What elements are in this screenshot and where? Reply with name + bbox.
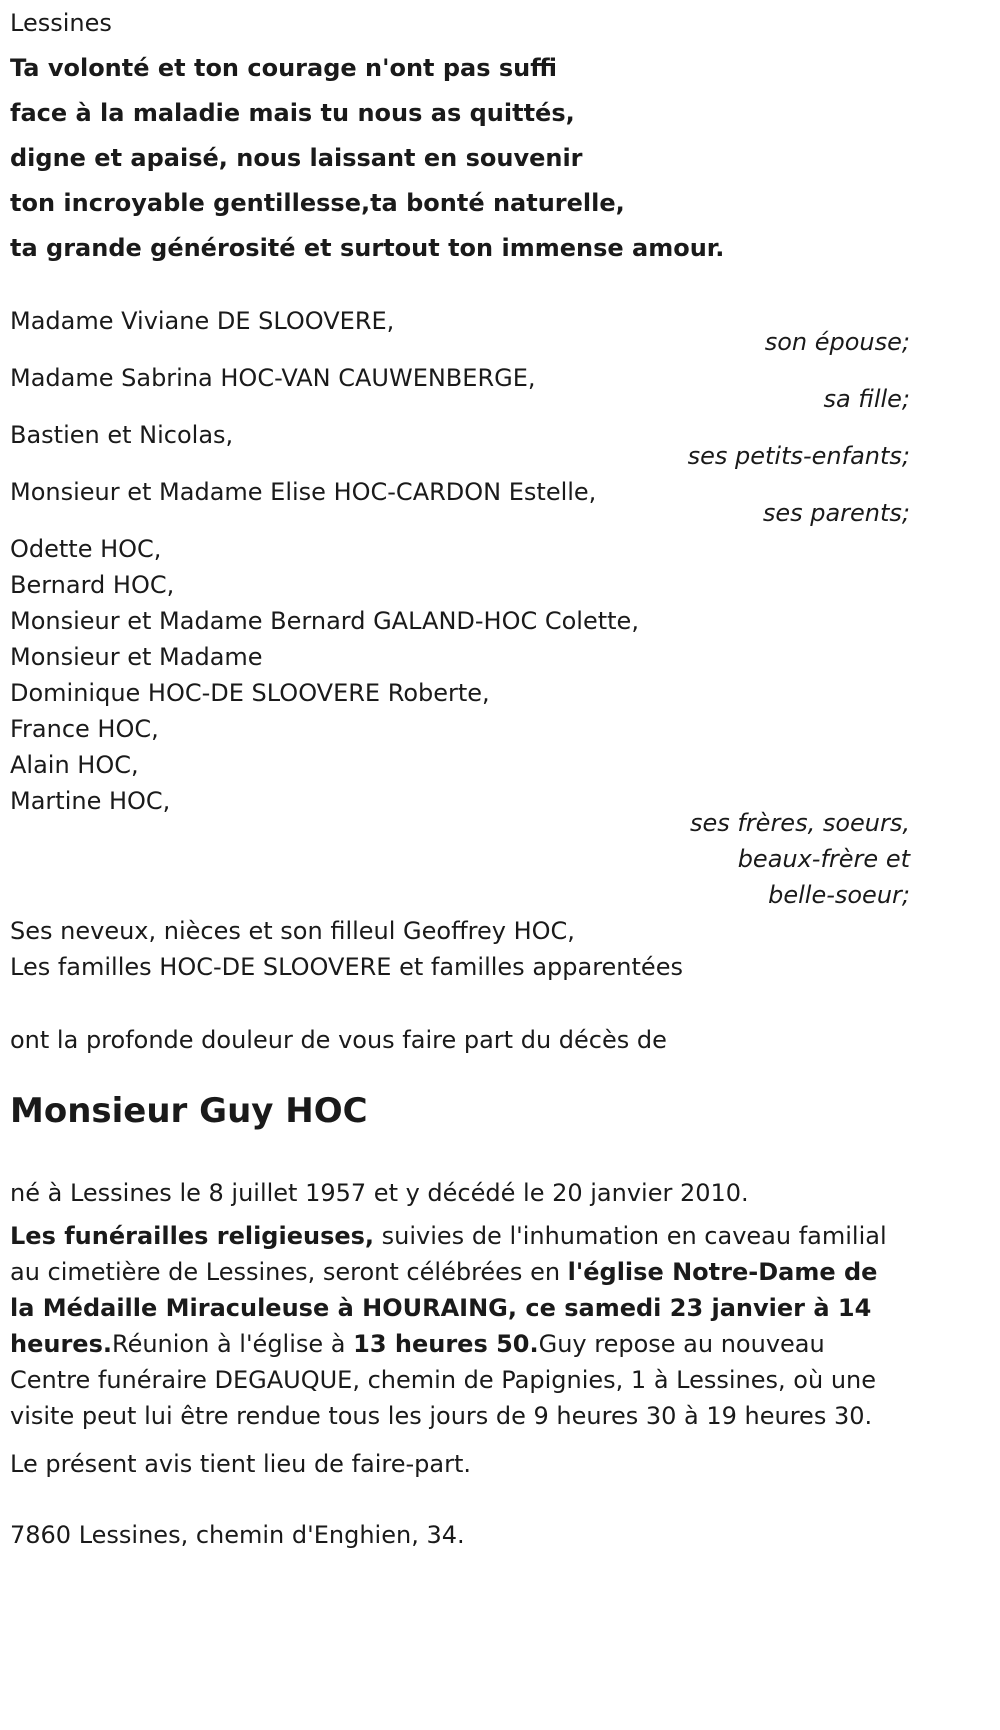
poem-line: digne et apaisé, nous laissant en souvenir (10, 144, 583, 172)
poem-line: face à la maladie mais tu nous as quittés, (10, 99, 575, 127)
poem-line: ta grande générosité et surtout ton immense amour. (10, 234, 725, 262)
deceased-name: Monsieur Guy HOC (10, 1091, 368, 1131)
family-member-role: ses parents; (762, 499, 910, 527)
notice-text: Le présent avis tient lieu de faire-part. (10, 1450, 472, 1478)
address-text: 7860 Lessines, chemin d'Enghien, 34. (10, 1521, 465, 1549)
family-member-name: Monsieur et Madame Elise HOC-CARDON Estelle, (10, 478, 597, 506)
family-member-name: Madame Viviane DE SLOOVERE, (10, 307, 395, 335)
sibling-name: Monsieur et Madame Bernard GALAND-HOC Colette, (10, 607, 639, 635)
family-member-name: Bastien et Nicolas, (10, 421, 234, 449)
family-member-role: son épouse; (764, 328, 910, 356)
announcement-text: ont la profonde douleur de vous faire part du décès de (10, 1026, 667, 1054)
city-header: Lessines (10, 9, 112, 37)
poem-line: ton incroyable gentillesse,ta bonté naturelle, (10, 189, 625, 217)
funeral-details (10, 1218, 900, 1434)
family-member-name: Madame Sabrina HOC-VAN CAUWENBERGE, (10, 364, 536, 392)
birth-death-dates: né à Lessines le 8 juillet 1957 et y décédé le 20 janvier 2010. (10, 1179, 749, 1207)
sibling-name: France HOC, (10, 715, 159, 743)
funeral-text: Réunion à l'église à (111, 1330, 354, 1358)
siblings-role: ses frères, soeurs, (689, 809, 910, 837)
funeral-highlight: 13 heures 50. (353, 1330, 539, 1358)
siblings-role: belle-soeur; (768, 881, 910, 909)
sibling-name: Martine HOC, (10, 787, 171, 815)
sibling-name: Monsieur et Madame (10, 643, 263, 671)
relatives-line: Ses neveux, nièces et son filleul Geoffrey HOC, (10, 917, 575, 945)
sibling-name: Odette HOC, (10, 535, 162, 563)
funeral-text: Guy repose au nouveau Centre funéraire DEGAUQUE, chemin de Papignies, 1 à Lessines, où une visite peut lui être rendue tous les jours de 9 heures 30 à 19 heures 30. (10, 1330, 877, 1430)
relatives-line: Les familles HOC-DE SLOOVERE et familles apparentées (10, 953, 683, 981)
family-member-role: ses petits-enfants; (687, 442, 910, 470)
funeral-highlight: Les funérailles religieuses, (10, 1222, 375, 1250)
family-member-role: sa fille; (823, 385, 910, 413)
sibling-name: Dominique HOC-DE SLOOVERE Roberte, (10, 679, 490, 707)
sibling-name: Alain HOC, (10, 751, 139, 779)
sibling-name: Bernard HOC, (10, 571, 175, 599)
funeral-text: suivies de l'inhumation en caveau familial au cimetière de Lessines, seront célébrées en (10, 1222, 887, 1286)
siblings-role: beaux-frère et (737, 845, 910, 873)
poem-line: Ta volonté et ton courage n'ont pas suffi (10, 54, 558, 82)
funeral-highlight: l'église Notre-Dame de la Médaille Miraculeuse à HOURAING, ce samedi 23 janvier à 14 heures. (10, 1258, 878, 1358)
